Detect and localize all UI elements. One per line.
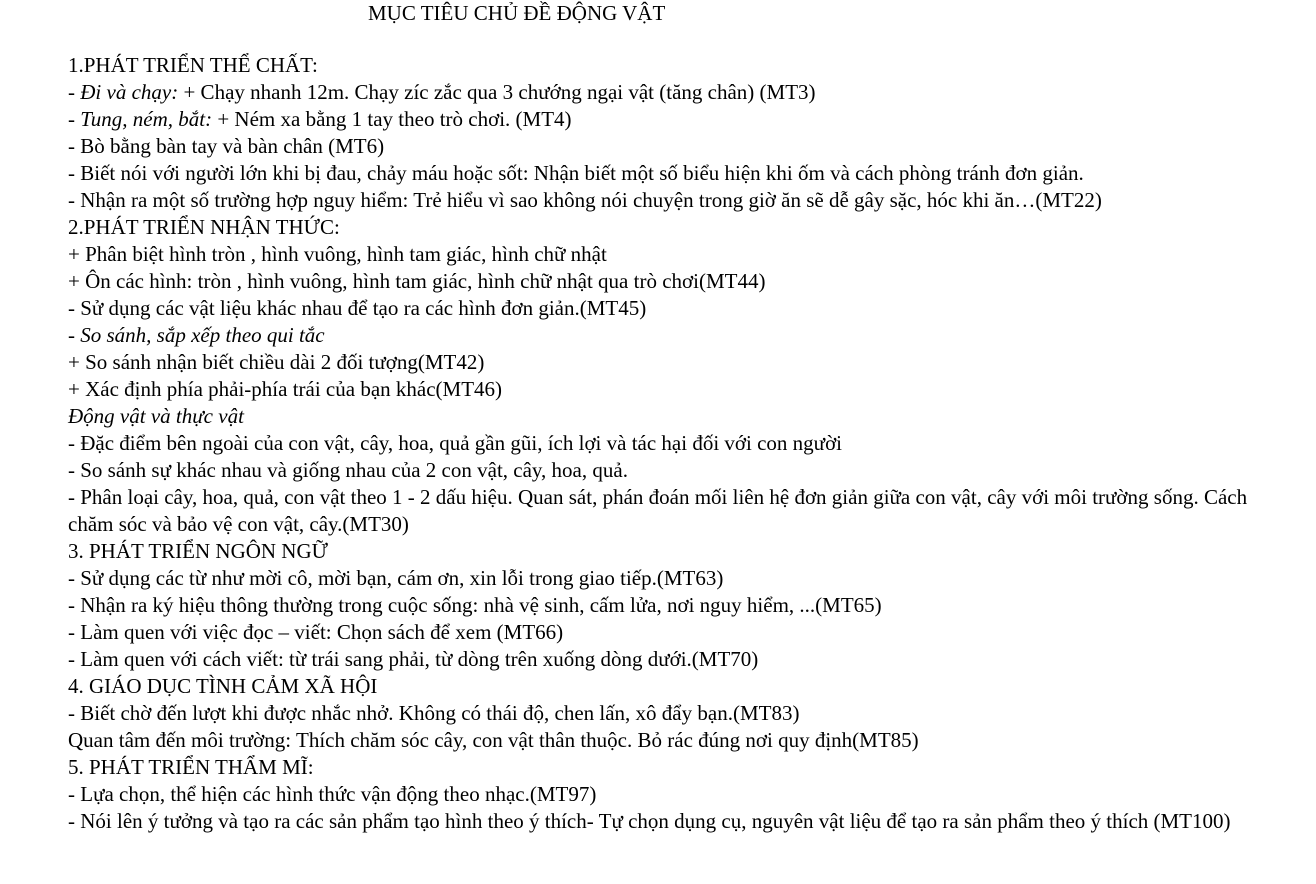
text-line: - Biết chờ đến lượt khi được nhắc nhở. Không có thái độ, chen lấn, xô đẩy bạn.(MT83) xyxy=(68,701,800,725)
text-line: + So sánh nhận biết chiều dài 2 đối tượng(MT42) xyxy=(68,350,485,374)
text-prefix: - xyxy=(68,107,81,131)
text-line: - Đặc điểm bên ngoài của con vật, cây, hoa, quả gần gũi, ích lợi và tác hại đối với con người xyxy=(68,431,843,455)
section-heading-social: 4. GIÁO DỤC TÌNH CẢM XÃ HỘI xyxy=(68,674,378,698)
text-line: - So sánh sự khác nhau và giống nhau của 2 con vật, cây, hoa, quả. xyxy=(68,458,628,482)
italic-label: Đi và chạy: xyxy=(80,80,179,104)
text-line: Quan tâm đến môi trường: Thích chăm sóc cây, con vật thân thuộc. Bỏ rác đúng nơi quy định(MT85) xyxy=(68,728,919,752)
text-line: + Ôn các hình: tròn , hình vuông, hình tam giác, hình chữ nhật qua trò chơi(MT44) xyxy=(68,269,766,293)
italic-label: Tung, ném, bắt: xyxy=(80,107,213,131)
text-line: - Nhận ra ký hiệu thông thường trong cuộc sống: nhà vệ sinh, cấm lửa, nơi nguy hiểm, ...(MT65) xyxy=(68,593,882,617)
text-line xyxy=(68,106,1278,133)
text-line: - Nói lên ý tưởng và tạo ra các sản phẩm tạo hình theo ý thích- Tự chọn dụng cụ, nguyên vật liệu để tạo ra sản phẩm theo ý thích (MT100) xyxy=(68,809,1231,833)
text-line: - Lựa chọn, thể hiện các hình thức vận động theo nhạc.(MT97) xyxy=(68,782,597,806)
document-title: MỤC TIÊU CHỦ ĐỀ ĐỘNG VẬT xyxy=(368,1,666,25)
text-line: - Làm quen với cách viết: từ trái sang phải, từ dòng trên xuống dòng dưới.(MT70) xyxy=(68,647,759,671)
text-line xyxy=(68,79,1278,106)
section-heading-physical: 1.PHÁT TRIỂN THỂ CHẤT: xyxy=(68,53,318,77)
text-line: - Phân loại cây, hoa, quả, con vật theo 1 - 2 dấu hiệu. Quan sát, phán đoán mối liên hệ đơn giản giữa con vật, cây với môi trường sống. Cách chăm sóc và bảo vệ con vật, cây.(MT30) xyxy=(68,485,1248,536)
text-line: - Sử dụng các từ như mời cô, mời bạn, cám ơn, xin lỗi trong giao tiếp.(MT63) xyxy=(68,566,724,590)
text-line: - Nhận ra một số trường hợp nguy hiểm: Trẻ hiểu vì sao không nói chuyện trong giờ ăn sẽ dễ gây sặc, hóc khi ăn…(MT22) xyxy=(68,188,1102,212)
italic-subheading: Động vật và thực vật xyxy=(68,404,244,428)
text-line: + Xác định phía phải-phía trái của bạn khác(MT46) xyxy=(68,377,503,401)
italic-subheading: - So sánh, sắp xếp theo qui tắc xyxy=(68,323,325,347)
text-content: + Ném xa bằng 1 tay theo trò chơi. (MT4) xyxy=(212,107,572,131)
text-line: - Sử dụng các vật liệu khác nhau để tạo ra các hình đơn giản.(MT45) xyxy=(68,296,647,320)
document-body xyxy=(68,52,1278,835)
text-line: - Biết nói với người lớn khi bị đau, chảy máu hoặc sốt: Nhận biết một số biểu hiện khi ốm và cách phòng tránh đơn giản. xyxy=(68,161,1084,185)
text-line: - Bò bằng bàn tay và bàn chân (MT6) xyxy=(68,134,385,158)
text-prefix: - xyxy=(68,80,81,104)
text-content: + Chạy nhanh 12m. Chạy zíc zắc qua 3 chướng ngại vật (tăng chân) (MT3) xyxy=(178,80,816,104)
text-line: - Làm quen với việc đọc – viết: Chọn sách để xem (MT66) xyxy=(68,620,564,644)
section-heading-aesthetic: 5. PHÁT TRIỂN THẨM MĨ: xyxy=(68,755,314,779)
text-line: + Phân biệt hình tròn , hình vuông, hình tam giác, hình chữ nhật xyxy=(68,242,607,266)
section-heading-cognitive: 2.PHÁT TRIỂN NHẬN THỨC: xyxy=(68,215,340,239)
section-heading-language: 3. PHÁT TRIỂN NGÔN NGỮ xyxy=(68,539,328,563)
